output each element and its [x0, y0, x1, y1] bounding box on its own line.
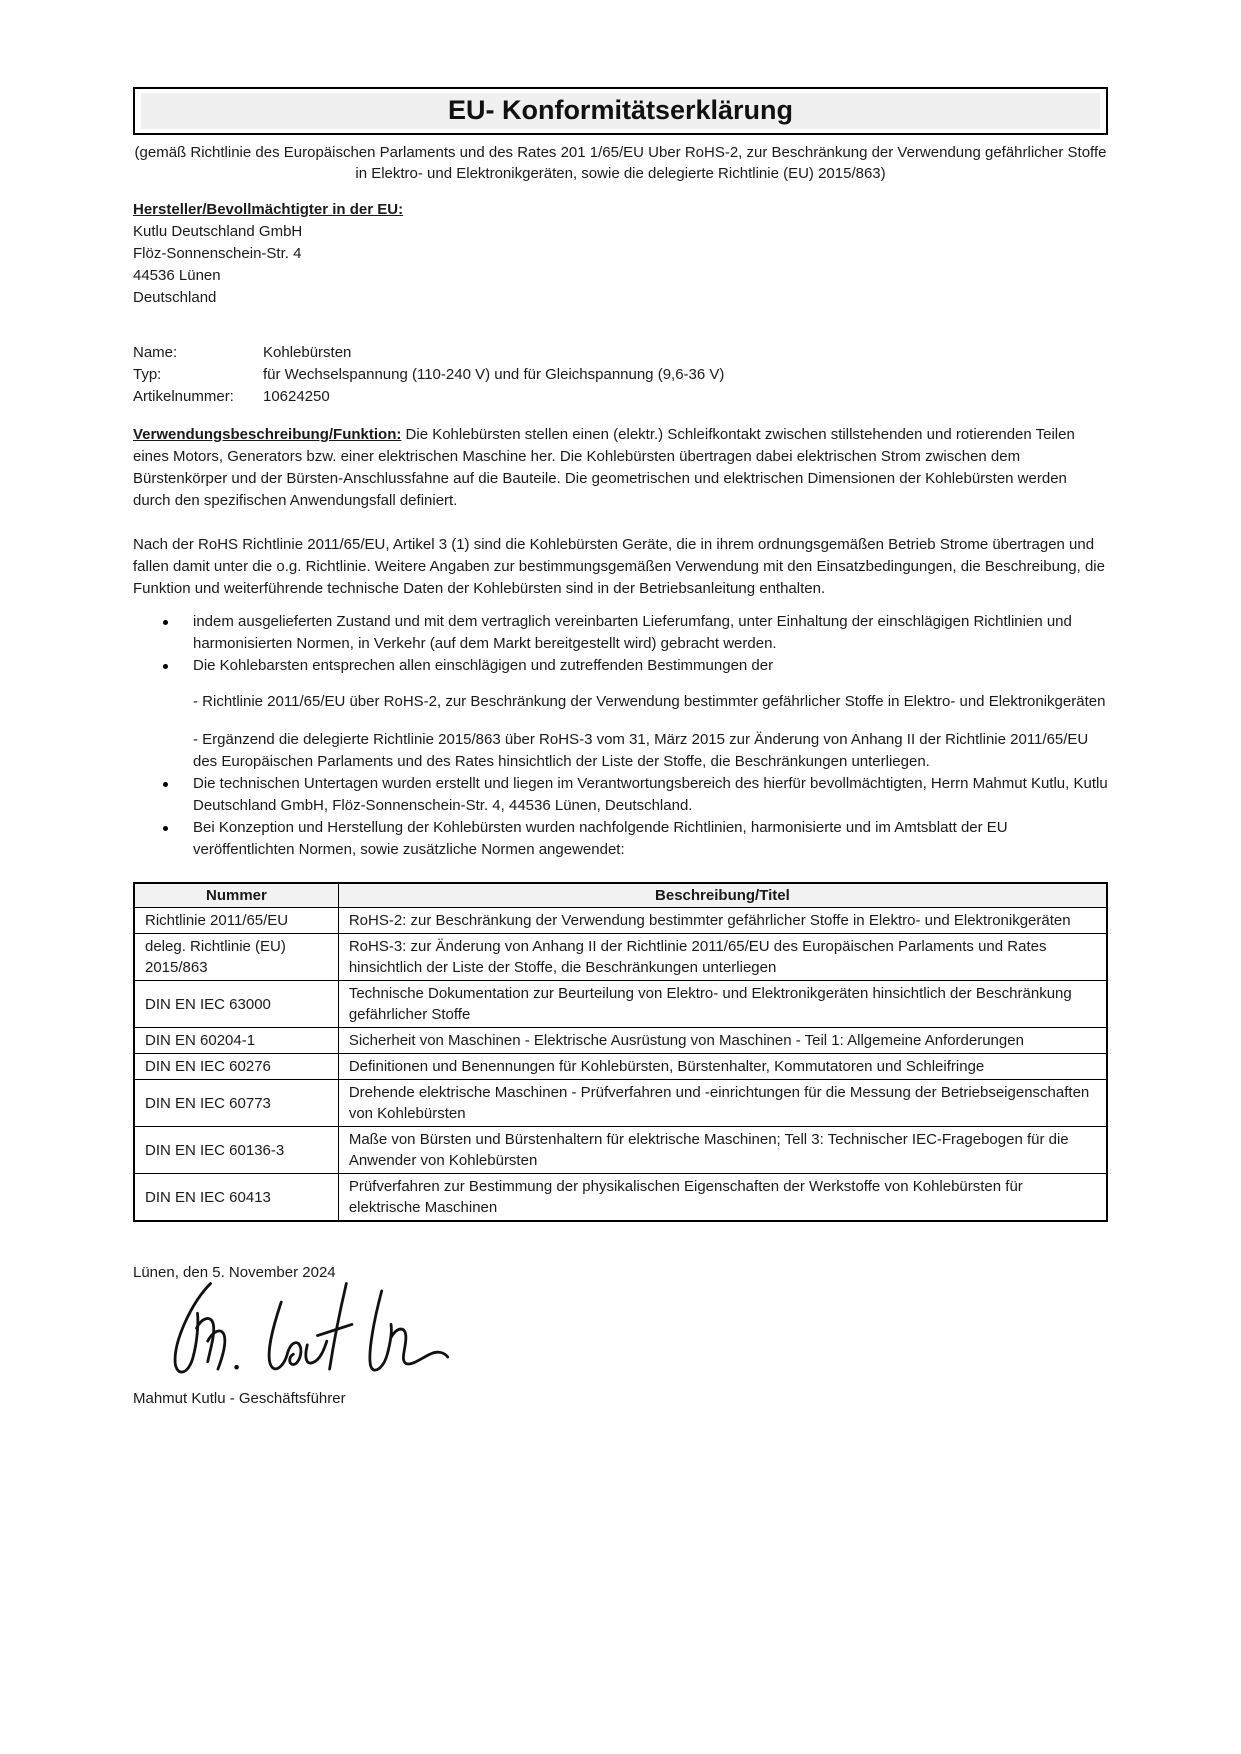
norm-number: deleg. Richtlinie (EU) 2015/863 — [134, 934, 338, 981]
list-subitem: - Ergänzend die delegierte Richtlinie 2015/863 über RoHS-3 vom 31, März 2015 zur Änderung von Anhang II der Richtlinie 2011/65/EU des Europäischen Parlaments und des Rates hinsichtlich der Liste der Stoffe, die Beschränkungen unterliegen. — [193, 731, 1089, 770]
usage-text: Die Kohlebürsten stellen einen (elektr.) Schleifkontakt zwischen stillstehenden und rotierenden Teilen eines Motors, Generators bzw. einer elektrischen Maschine her. Die Kohlebürsten übertragen dabei elektrischen Strom zwischen dem Bürstenkörper und der Bürsten-Anschlussfahne auf die Bauteile. Die geometrischen und elektrischen Dimensionen der Kohlebürsten werden durch den spezifischen Anwendungsfall definiert. — [133, 426, 1075, 509]
table-row — [134, 1028, 1107, 1054]
table-row — [134, 1080, 1107, 1127]
list-item: Die technischen Untertagen wurden erstellt und liegen im Verantwortungsbereich des hierfür bevollmächtigten, Herrn Mahmut Kutlu, Kutlu Deutschland GmbH, Flöz-Sonnenschein-Str. 4, 44536 Lünen, Deutschland. — [133, 773, 1108, 817]
norms-table — [133, 882, 1108, 1222]
column-header-beschreibung: Beschreibung/Titel — [338, 883, 1107, 908]
manufacturer-section — [133, 199, 1108, 309]
norm-number: DIN EN IEC 60136-3 — [134, 1127, 338, 1174]
table-header-row — [134, 883, 1107, 908]
norm-description: Prüfverfahren zur Bestimmung der physikalischen Eigenschaften der Werkstoffe von Kohlebürsten für elektrische Maschinen — [338, 1174, 1107, 1222]
handwritten-signature-icon — [151, 1276, 551, 1384]
manufacturer-heading: Hersteller/Bevollmächtigter in der EU: — [133, 201, 404, 218]
list-subitem: - Richtlinie 2011/65/EU über RoHS-2, zur Beschränkung der Verwendung bestimmter gefährlicher Stoffe in Elektro- und Elektronikgeräten — [193, 693, 1106, 710]
norm-description: Sicherheit von Maschinen - Elektrische Ausrüstung von Maschinen - Teil 1: Allgemeine Anforderungen — [338, 1028, 1107, 1054]
signature-block — [133, 1262, 1108, 1410]
norm-number: DIN EN IEC 63000 — [134, 981, 338, 1028]
norm-description: Maße von Bürsten und Bürstenhaltern für elektrische Maschinen; Tell 3: Technischer IEC-Fragebogen für die Anwender von Kohlebürsten — [338, 1127, 1107, 1174]
usage-heading: Verwendungsbeschreibung/Funktion: — [133, 426, 402, 443]
subtitle: (gemäß Richtlinie des Europäischen Parlaments und des Rates 201 1/65/EU Uber RoHS-2, zur Beschränkung der Verwendung gefährlicher Stoffe in Elektro- und Elektronikgeräten, sowie die delegierte Richtlinie (EU) 2015/863) — [134, 144, 1107, 182]
norm-number: DIN EN IEC 60276 — [134, 1054, 338, 1080]
field-label: Name: — [133, 344, 178, 361]
place-date: Lünen, den 5. November 2024 — [133, 1264, 336, 1281]
field-value: 10624250 — [263, 388, 330, 405]
table-row — [134, 981, 1107, 1028]
manufacturer-line: Kutlu Deutschland GmbH — [133, 223, 303, 240]
norm-number: DIN EN IEC 60413 — [134, 1174, 338, 1222]
list-item: Die Kohlebarsten entsprechen allen einschlägigen und zutreffenden Bestimmungen der — [133, 655, 1108, 677]
signatory-name: Mahmut Kutlu - Geschäftsführer — [133, 1390, 346, 1407]
page-title: EU- Konformitätserklärung — [447, 95, 794, 125]
norm-number: DIN EN IEC 60773 — [134, 1080, 338, 1127]
list-item: Bei Konzeption und Herstellung der Kohlebürsten wurden nachfolgende Richtlinien, harmonisierte und im Amtsblatt der EU veröffentlichten Normen, sowie zusätzliche Normen angewendet: — [133, 817, 1108, 861]
field-value: für Wechselspannung (110-240 V) und für Gleichspannung (9,6-36 V) — [263, 366, 725, 383]
table-row — [134, 908, 1107, 934]
bullet-list — [133, 611, 1108, 861]
norm-number: Richtlinie 2011/65/EU — [134, 908, 338, 934]
norm-description: Technische Dokumentation zur Beurteilung von Elektro- und Elektronikgeräten hinsichtlich der Beschränkung gefährlicher Stoffe — [338, 981, 1107, 1028]
table-row — [134, 1054, 1107, 1080]
field-label: Typ: — [133, 366, 162, 383]
field-row-artikelnummer — [133, 386, 1108, 408]
title-bar — [141, 93, 1100, 129]
column-header-nummer: Nummer — [134, 883, 338, 908]
field-value: Kohlebürsten — [263, 344, 352, 361]
field-row-typ — [133, 364, 1108, 386]
field-row-name — [133, 342, 1108, 364]
list-item: indem ausgelieferten Zustand und mit dem vertraglich vereinbarten Lieferumfang, unter Einhaltung der einschlägigen Richtlinien und harmonisierten Normen, in Verkehr (auf dem Markt bereitgestellt wird) gebracht werden. — [133, 611, 1108, 655]
norm-description: RoHS-2: zur Beschränkung der Verwendung bestimmter gefährlicher Stoffe in Elektro- und Elektronikgeräten — [338, 908, 1107, 934]
manufacturer-line: Deutschland — [133, 289, 217, 306]
field-label: Artikelnummer: — [133, 388, 234, 405]
norm-description: Definitionen und Benennungen für Kohlebürsten, Bürstenhalter, Kommutatoren und Schleifringe — [338, 1054, 1107, 1080]
table-row — [134, 1174, 1107, 1222]
norm-number: DIN EN 60204-1 — [134, 1028, 338, 1054]
title-box — [133, 87, 1108, 135]
table-row — [134, 1127, 1107, 1174]
product-fields — [133, 342, 1108, 408]
norm-description: RoHS-3: zur Änderung von Anhang II der Richtlinie 2011/65/EU des Europäischen Parlaments und Rates hinsichtlich der Liste der Stoffe, die Beschränkungen unterliegen — [338, 934, 1107, 981]
table-row — [134, 934, 1107, 981]
usage-paragraph — [133, 424, 1108, 512]
manufacturer-line: 44536 Lünen — [133, 267, 221, 284]
manufacturer-line: Flöz-Sonnenschein-Str. 4 — [133, 245, 302, 262]
rohs-paragraph: Nach der RoHS Richtlinie 2011/65/EU, Artikel 3 (1) sind die Kohlebürsten Geräte, die in ihrem ordnungsgemäßen Betrieb Strome übertragen und fallen damit unter die o.g. Richtlinie. Weitere Angaben zur bestimmungsgemäßen Verwendung mit den Einsatzbedingungen, die Beschreibung, die Funktion und weiterführende technische Daten der Kohlebürsten sind in der Betriebsanleitung enthalten. — [133, 536, 1105, 597]
norm-description: Drehende elektrische Maschinen - Prüfverfahren und -einrichtungen für die Messung der Betriebseigenschaften von Kohlebürsten — [338, 1080, 1107, 1127]
